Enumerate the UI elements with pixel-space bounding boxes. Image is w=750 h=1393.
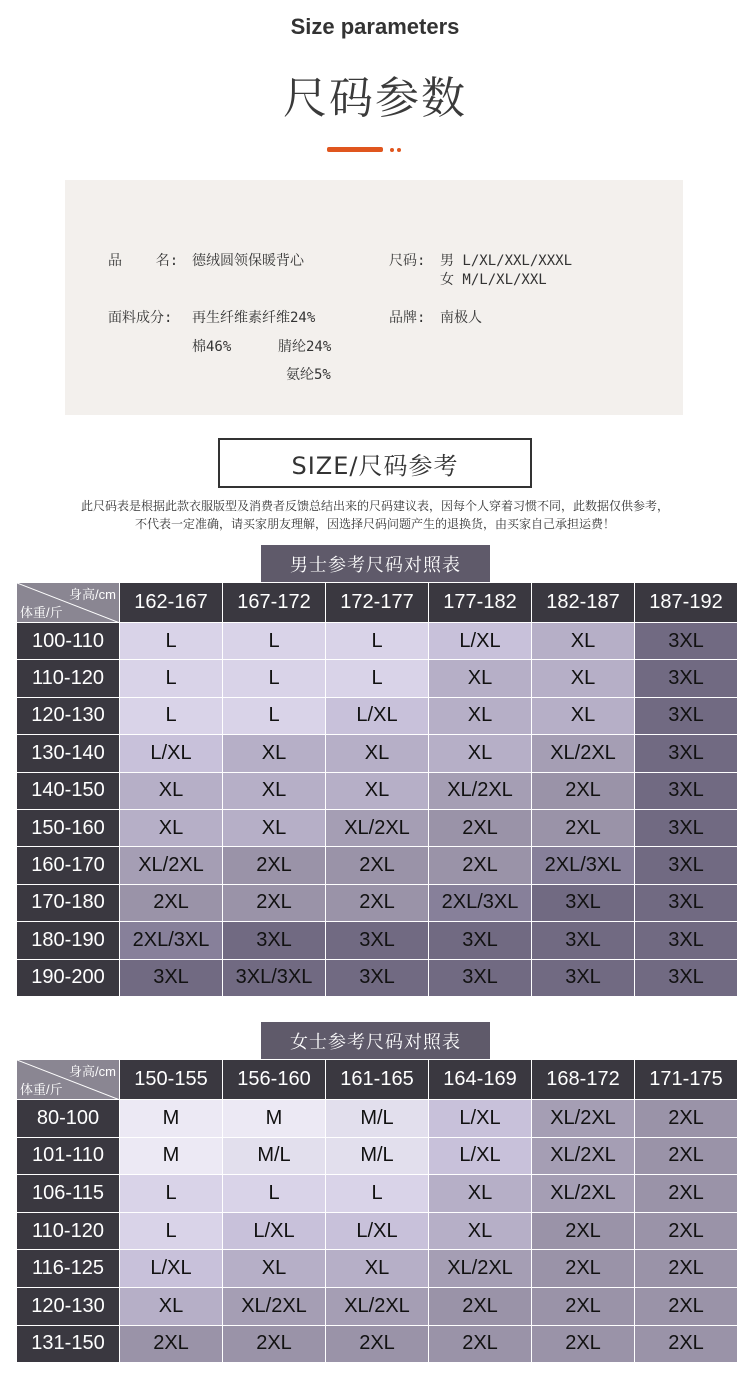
weight-row-header: 106-115 [17, 1175, 120, 1213]
size-cell: XL/2XL [120, 847, 223, 884]
size-cell: L/XL [326, 697, 429, 734]
size-cell: XL/2XL [429, 1250, 532, 1288]
size-cell: XL [223, 809, 326, 846]
size-cell: 3XL [326, 959, 429, 996]
women-size-table [16, 1059, 738, 1363]
table-row [17, 1212, 738, 1250]
brand-label: 品牌: [389, 310, 426, 326]
size-cell: 2XL [635, 1250, 738, 1288]
size-cell: XL/2XL [532, 1100, 635, 1138]
table-row [17, 1137, 738, 1175]
weight-row-header: 110-120 [17, 660, 120, 697]
weight-row-header: 170-180 [17, 884, 120, 921]
corner-weight-label: 体重/斤 [20, 605, 63, 620]
fabric-nitrile: 腈纶24% [278, 339, 332, 355]
size-cell: 2XL [223, 1325, 326, 1363]
size-cell: XL [532, 660, 635, 697]
size-cell: XL [429, 697, 532, 734]
product-info-panel [65, 180, 683, 415]
size-cell: 3XL [635, 809, 738, 846]
size-cell: L/XL [429, 623, 532, 660]
size-cell: 2XL [532, 809, 635, 846]
size-cell: XL/2XL [532, 1175, 635, 1213]
size-cell: 2XL [429, 1287, 532, 1325]
size-cell: L [326, 660, 429, 697]
weight-row-header: 100-110 [17, 623, 120, 660]
size-cell: L [120, 1212, 223, 1250]
weight-row-header: 120-130 [17, 1287, 120, 1325]
height-column-header: 162-167 [120, 583, 223, 623]
size-female: 女 M/L/XL/XXL [440, 272, 547, 288]
size-cell: 3XL/3XL [223, 959, 326, 996]
size-cell: L/XL [120, 735, 223, 772]
fabric-line1: 再生纤维素纤维24% [192, 310, 316, 326]
corner-weight-label: 体重/斤 [20, 1082, 63, 1097]
table-row [17, 1325, 738, 1363]
size-cell: XL [120, 772, 223, 809]
size-cell: L/XL [326, 1212, 429, 1250]
fabric-spandex: 氨纶5% [286, 367, 331, 383]
table-row [17, 922, 738, 959]
size-cell: 3XL [532, 884, 635, 921]
size-cell: 2XL [223, 847, 326, 884]
weight-row-header: 131-150 [17, 1325, 120, 1363]
size-cell: 3XL [532, 959, 635, 996]
size-cell: XL [223, 735, 326, 772]
size-note-line1: 此尺码表是根据此款衣服版型及消费者反馈总结出来的尺码建议表，因每个人穿着习惯不同，此数据仅供参考， [80, 499, 669, 513]
weight-row-header: 180-190 [17, 922, 120, 959]
size-cell: 2XL [223, 884, 326, 921]
women-table-title: 女士参考尺码对照表 [261, 1022, 490, 1059]
height-column-header: 171-175 [635, 1060, 738, 1100]
height-column-header: 182-187 [532, 583, 635, 623]
size-cell: L [120, 660, 223, 697]
size-cell: L/XL [120, 1250, 223, 1288]
fabric-label: 面料成分: [108, 310, 173, 326]
size-cell: XL [429, 1212, 532, 1250]
height-column-header: 156-160 [223, 1060, 326, 1100]
size-cell: XL [326, 735, 429, 772]
size-cell: L/XL [429, 1100, 532, 1138]
height-column-header: 164-169 [429, 1060, 532, 1100]
size-cell: XL [223, 1250, 326, 1288]
accent-underline [327, 147, 383, 152]
table-row [17, 697, 738, 734]
weight-row-header: 116-125 [17, 1250, 120, 1288]
size-cell: M [120, 1137, 223, 1175]
table-row [17, 1287, 738, 1325]
size-cell: XL/2XL [326, 809, 429, 846]
size-cell: XL [326, 1250, 429, 1288]
size-cell: 3XL [635, 772, 738, 809]
table-row [17, 623, 738, 660]
men-table-title: 男士参考尺码对照表 [261, 545, 490, 582]
size-cell: M [120, 1100, 223, 1138]
weight-row-header: 150-160 [17, 809, 120, 846]
size-reference-heading: SIZE/尺码参考 [218, 438, 532, 488]
size-cell: 2XL [326, 847, 429, 884]
weight-row-header: 80-100 [17, 1100, 120, 1138]
corner-height-label: 身高/cm [69, 587, 116, 602]
size-cell: L/XL [223, 1212, 326, 1250]
size-cell: XL/2XL [532, 1137, 635, 1175]
size-cell: 3XL [635, 959, 738, 996]
table-corner-cell [17, 1060, 120, 1100]
table-row [17, 1250, 738, 1288]
size-cell: XL [532, 697, 635, 734]
size-cell: XL [429, 735, 532, 772]
size-cell: M/L [326, 1137, 429, 1175]
weight-row-header: 160-170 [17, 847, 120, 884]
table-row [17, 884, 738, 921]
size-cell: 2XL [326, 884, 429, 921]
size-cell: 2XL [429, 1325, 532, 1363]
size-cell: 3XL [635, 847, 738, 884]
accent-dot [390, 148, 394, 152]
weight-row-header: 120-130 [17, 697, 120, 734]
size-cell: 3XL [326, 922, 429, 959]
table-header-row [17, 583, 738, 623]
title-chinese: 尺码参数 [283, 73, 467, 124]
size-cell: 2XL [635, 1287, 738, 1325]
size-cell: 2XL [635, 1137, 738, 1175]
size-cell: 2XL [532, 772, 635, 809]
size-cell: L [120, 1175, 223, 1213]
corner-height-label: 身高/cm [69, 1064, 116, 1079]
size-cell: L [223, 660, 326, 697]
size-cell: 2XL/3XL [429, 884, 532, 921]
accent-dot [397, 148, 401, 152]
size-cell: XL [120, 1287, 223, 1325]
product-name-label: 品 名: [108, 253, 179, 269]
weight-row-header: 110-120 [17, 1212, 120, 1250]
fabric-cotton: 棉46% [192, 339, 232, 355]
height-column-header: 168-172 [532, 1060, 635, 1100]
table-row [17, 809, 738, 846]
table-row [17, 735, 738, 772]
size-cell: 3XL [429, 922, 532, 959]
size-cell: XL/2XL [429, 772, 532, 809]
size-label: 尺码: [389, 253, 426, 269]
table-row [17, 772, 738, 809]
size-cell: 3XL [635, 884, 738, 921]
size-cell: L [326, 1175, 429, 1213]
size-note-line2: 不代表一定准确，请买家朋友理解，因选择尺码问题产生的退换货，由买家自己承担运费！ [134, 517, 615, 531]
size-cell: 3XL [635, 697, 738, 734]
weight-row-header: 130-140 [17, 735, 120, 772]
weight-row-header: 140-150 [17, 772, 120, 809]
table-row [17, 847, 738, 884]
table-row [17, 1100, 738, 1138]
height-column-header: 172-177 [326, 583, 429, 623]
size-cell: 3XL [223, 922, 326, 959]
size-cell: 3XL [635, 623, 738, 660]
product-name-value: 德绒圆领保暖背心 [192, 253, 304, 269]
size-cell: L [326, 623, 429, 660]
size-cell: XL/2XL [532, 735, 635, 772]
size-cell: XL [326, 772, 429, 809]
size-cell: M/L [326, 1100, 429, 1138]
size-cell: M [223, 1100, 326, 1138]
weight-row-header: 190-200 [17, 959, 120, 996]
size-cell: 2XL [635, 1100, 738, 1138]
size-cell: 2XL [532, 1250, 635, 1288]
size-cell: XL [532, 623, 635, 660]
size-cell: XL/2XL [223, 1287, 326, 1325]
size-cell: 2XL [532, 1325, 635, 1363]
size-cell: L [223, 623, 326, 660]
size-cell: 3XL [120, 959, 223, 996]
weight-row-header: 101-110 [17, 1137, 120, 1175]
size-male: 男 L/XL/XXL/XXXL [440, 253, 573, 269]
title-english: Size parameters [290, 14, 460, 39]
size-cell: 2XL [326, 1325, 429, 1363]
size-cell: XL [120, 809, 223, 846]
size-cell: L [223, 697, 326, 734]
size-cell: L/XL [429, 1137, 532, 1175]
height-column-header: 161-165 [326, 1060, 429, 1100]
size-cell: 2XL [635, 1325, 738, 1363]
size-cell: 2XL [532, 1212, 635, 1250]
size-cell: 2XL [635, 1175, 738, 1213]
size-cell: 3XL [429, 959, 532, 996]
height-column-header: 167-172 [223, 583, 326, 623]
size-cell: 3XL [635, 735, 738, 772]
size-cell: M/L [223, 1137, 326, 1175]
size-cell: 2XL/3XL [532, 847, 635, 884]
size-cell: 2XL [635, 1212, 738, 1250]
size-cell: 3XL [635, 922, 738, 959]
size-cell: 3XL [635, 660, 738, 697]
size-cell: 3XL [532, 922, 635, 959]
height-column-header: 187-192 [635, 583, 738, 623]
size-cell: L [120, 697, 223, 734]
size-cell: 2XL [532, 1287, 635, 1325]
size-cell: L [223, 1175, 326, 1213]
size-cell: 2XL [120, 1325, 223, 1363]
size-cell: 2XL [429, 809, 532, 846]
size-cell: L [120, 623, 223, 660]
size-cell: XL/2XL [326, 1287, 429, 1325]
table-row [17, 1175, 738, 1213]
height-column-header: 177-182 [429, 583, 532, 623]
table-corner-cell [17, 583, 120, 623]
size-cell: XL [429, 1175, 532, 1213]
size-cell: 2XL/3XL [120, 922, 223, 959]
size-cell: XL [429, 660, 532, 697]
men-size-table [16, 582, 738, 997]
size-cell: XL [223, 772, 326, 809]
table-row [17, 660, 738, 697]
size-cell: 2XL [429, 847, 532, 884]
size-cell: 2XL [120, 884, 223, 921]
brand-value: 南极人 [440, 310, 482, 326]
height-column-header: 150-155 [120, 1060, 223, 1100]
table-header-row [17, 1060, 738, 1100]
table-row [17, 959, 738, 996]
